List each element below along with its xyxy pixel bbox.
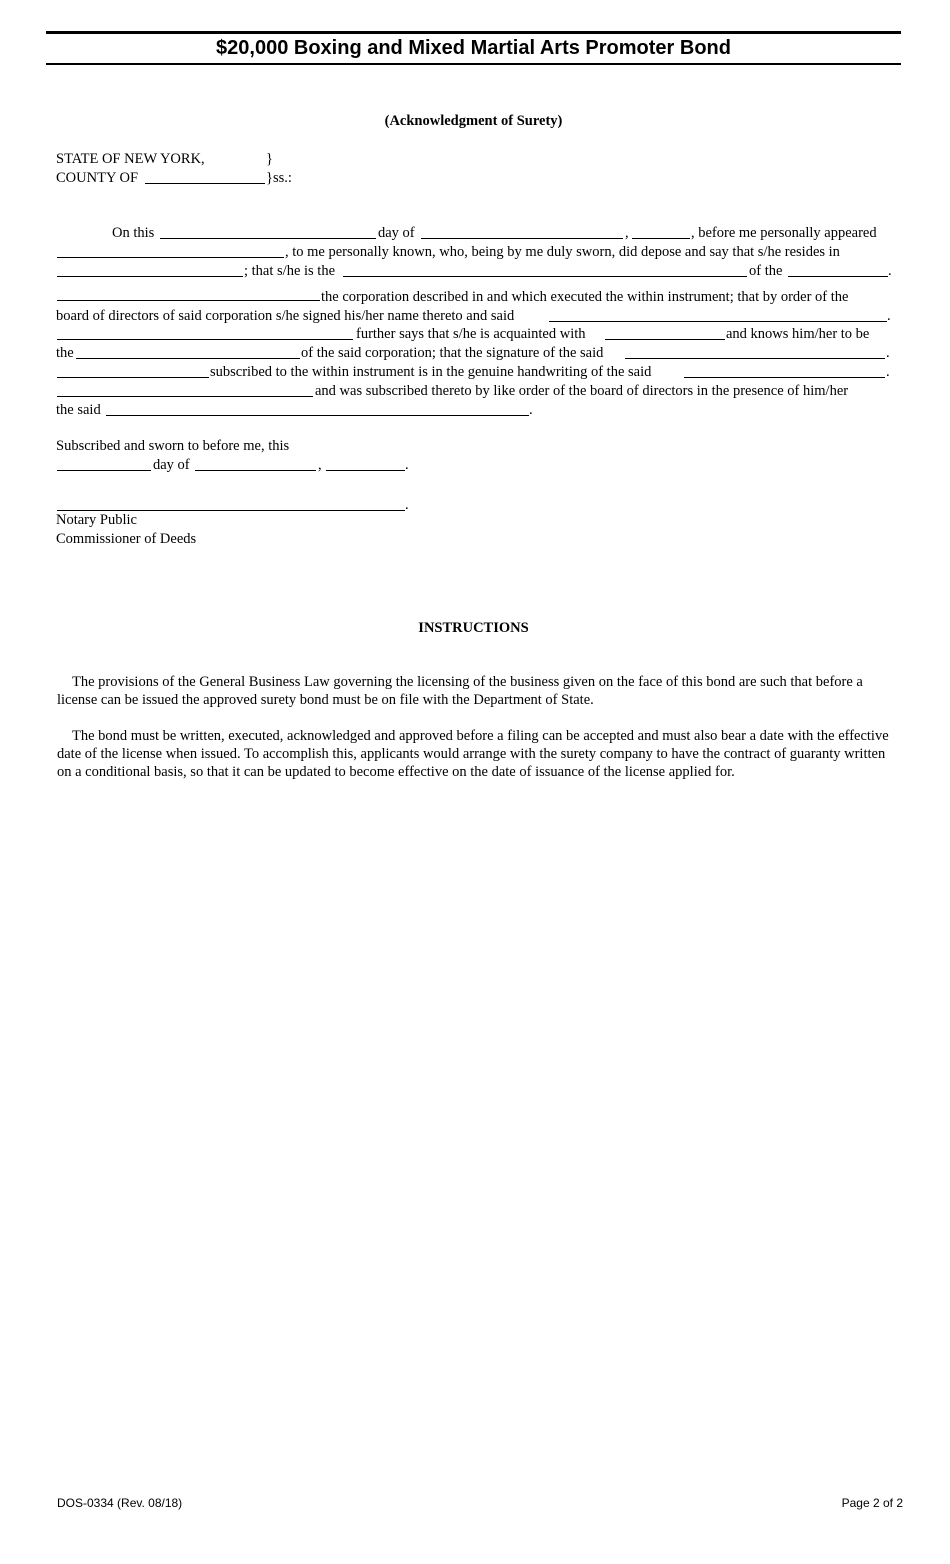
corporation-described-text: the corporation described in and which executed the within instrument; that by order of the xyxy=(321,289,849,305)
personally-known-text: , to me personally known, who, being by me duly sworn, did depose and say that s/he resides in xyxy=(285,244,840,260)
title-field[interactable] xyxy=(343,276,747,277)
county-label: COUNTY OF xyxy=(56,170,139,186)
instructions-paragraph: The provisions of the General Business Law governing the licensing of the business given on the face of this bond are such that before a license can be issued the approved surety bond must be on file with the Department of State. xyxy=(57,674,863,708)
subscribed-within-text: subscribed to the within instrument is in the genuine handwriting of the said xyxy=(210,364,652,380)
handwriting-name-field[interactable] xyxy=(684,377,885,378)
further-says-text: further says that s/he is acquainted with xyxy=(356,326,586,342)
year-field[interactable] xyxy=(632,238,690,239)
that-is-the-text: ; that s/he is the xyxy=(244,263,336,279)
subscriber-name-field[interactable] xyxy=(57,377,209,378)
period-text: . xyxy=(886,364,890,380)
venue-ss: }ss.: xyxy=(266,170,292,186)
instructions-paragraph: The bond must be written, executed, acknowledged and approved before a filing can be accepted and must also bear a date with the effective date of the license when issued. To accomplish this, applicants would arrange with the surety company to have the contract of guaranty written on a conditional basis, so that it can be updated to become effective on the date of issuance of the license applied for. xyxy=(57,728,889,780)
of-the-text: of the xyxy=(749,263,783,279)
signatory-name-field[interactable] xyxy=(625,358,885,359)
on-this-label: On this xyxy=(112,225,155,241)
corporation-field[interactable] xyxy=(57,300,320,301)
period-text: . xyxy=(529,402,533,418)
sworn-month-field[interactable] xyxy=(195,470,316,471)
presence-name-field[interactable] xyxy=(106,415,529,416)
notary-label: Notary Public xyxy=(56,512,137,528)
sworn-period: . xyxy=(405,457,409,473)
day-number-field[interactable] xyxy=(160,238,376,239)
company-field[interactable] xyxy=(788,276,888,277)
period-text: . xyxy=(887,308,891,324)
county-field[interactable] xyxy=(145,183,265,184)
form-number: DOS-0334 (Rev. 08/18) xyxy=(57,1496,183,1510)
of-said-corp-text: of the said corporation; that the signature of the said xyxy=(301,345,604,361)
sworn-day-field[interactable] xyxy=(57,470,151,471)
title-bottom-rule xyxy=(46,63,901,65)
venue-brace: } xyxy=(266,151,273,167)
page-title: $20,000 Boxing and Mixed Martial Arts Promoter Bond xyxy=(216,37,731,59)
comma-text: , xyxy=(625,225,629,241)
the-said-text: the said xyxy=(56,402,101,418)
officer-title-field[interactable] xyxy=(76,358,300,359)
signature-period: . xyxy=(405,497,409,513)
acquaintance-name-field[interactable] xyxy=(605,339,725,340)
sworn-year-field[interactable] xyxy=(326,470,405,471)
day-of-label: day of xyxy=(378,225,415,241)
period-text: . xyxy=(888,263,892,279)
sworn-text: Subscribed and sworn to before me, this xyxy=(56,438,290,454)
knows-him-text: and knows him/her to be xyxy=(726,326,870,342)
the-text: the xyxy=(56,345,74,361)
appeared-name-field[interactable] xyxy=(57,257,284,258)
said-name-field[interactable] xyxy=(549,321,887,322)
sworn-day-of-label: day of xyxy=(153,457,190,473)
board-signed-text: board of directors of said corporation s/he signed his/her name thereto and said xyxy=(56,308,515,324)
month-field[interactable] xyxy=(421,238,623,239)
period-text: . xyxy=(886,345,890,361)
title-top-rule xyxy=(46,31,901,34)
residence-field[interactable] xyxy=(57,276,243,277)
commissioner-label: Commissioner of Deeds xyxy=(56,531,197,547)
subscribed-thereto-text: and was subscribed thereto by like order of the board of directors in the presence of him/her xyxy=(315,383,849,399)
state-label: STATE OF NEW YORK, xyxy=(56,151,205,167)
instructions-heading: INSTRUCTIONS xyxy=(418,620,529,636)
acknowledgment-heading: (Acknowledgment of Surety) xyxy=(384,113,563,129)
subscription-name-field[interactable] xyxy=(57,396,313,397)
deponent-name-field[interactable] xyxy=(57,339,353,340)
page-number: Page 2 of 2 xyxy=(841,1496,903,1510)
before-me-text: , before me personally appeared xyxy=(691,225,877,241)
sworn-comma: , xyxy=(318,457,322,473)
